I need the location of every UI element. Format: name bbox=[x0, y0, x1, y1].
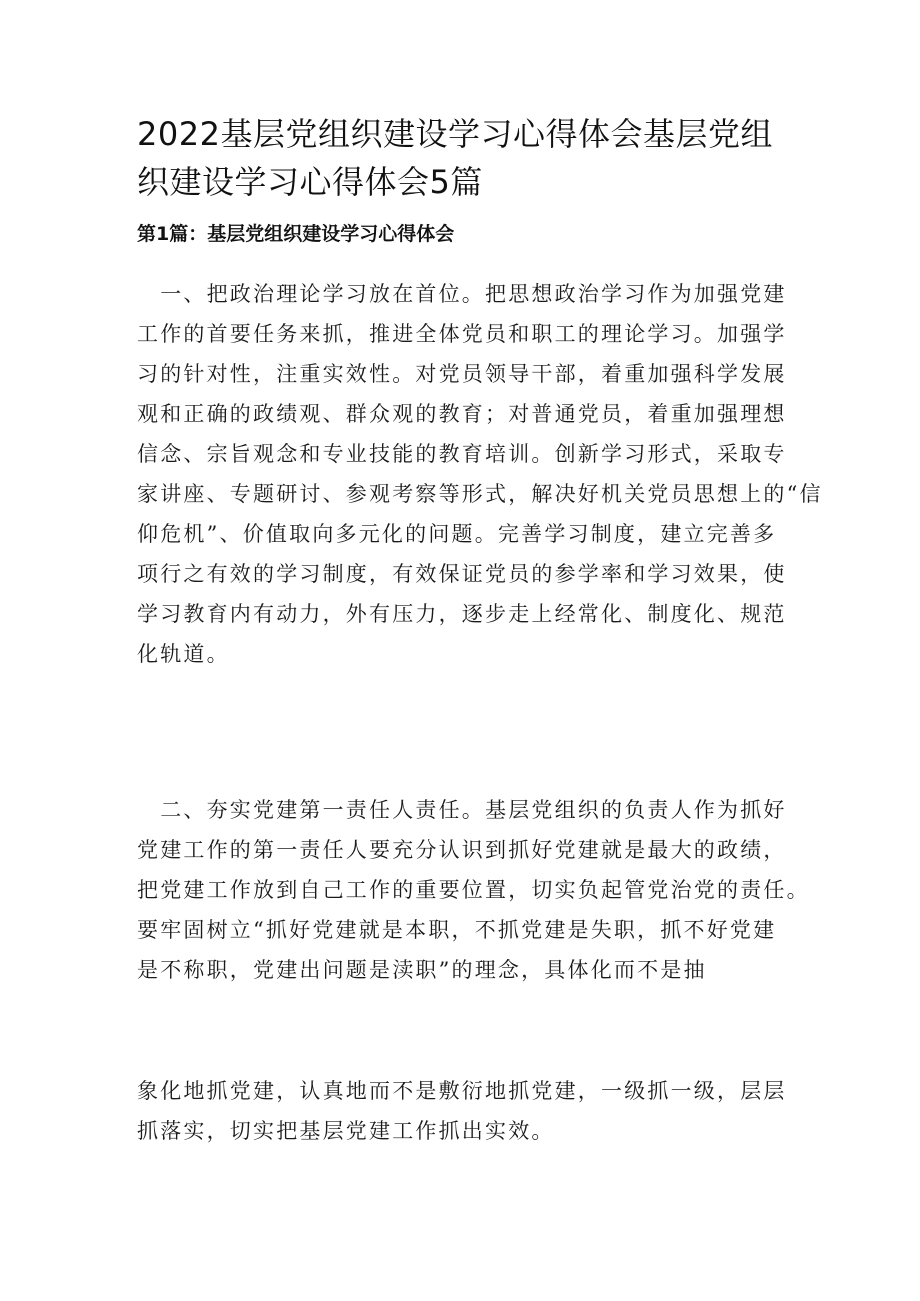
section-heading: 第1篇：基层党组织建设学习心得体会 bbox=[137, 223, 455, 245]
title-line: 织建设学习心得体会5篇 bbox=[137, 163, 483, 201]
title-line: 2022基层党组织建设学习心得体会基层党组 bbox=[137, 115, 773, 153]
paragraph-line: 项行之有效的学习制度，有效保证党员的参学率和学习效果，使 bbox=[137, 562, 787, 586]
paragraph-line: 象化地抓党建，认真地而不是敷衍地抓党建，一级抓一级，层层 bbox=[137, 1079, 787, 1103]
paragraph-line: 信念、宗旨观念和专业技能的教育培训。创新学习形式，采取专 bbox=[137, 442, 787, 466]
paragraph-line: 化轨道。 bbox=[137, 642, 230, 666]
paragraph-1 bbox=[137, 274, 823, 674]
document-title bbox=[137, 110, 817, 206]
paragraph-line: 二、夯实党建第一责任人责任。基层党组织的负责人作为抓好 bbox=[137, 798, 787, 822]
paragraph-line: 一、把政治理论学习放在首位。把思想政治学习作为加强党建 bbox=[137, 282, 787, 306]
paragraph-line: 观和正确的政绩观、群众观的教育；对普通党员，着重加强理想 bbox=[137, 402, 787, 426]
paragraph-line: 党建工作的第一责任人要充分认识到抓好党建就是最大的政绩， bbox=[137, 838, 787, 862]
paragraph-line: 习的针对性，注重实效性。对党员领导干部，着重加强科学发展 bbox=[137, 362, 787, 386]
paragraph-line: 家讲座、专题研讨、参观考察等形式，解决好机关党员思想上的“信 bbox=[137, 482, 823, 506]
paragraph-2 bbox=[137, 790, 810, 990]
paragraph-line: 抓落实，切实把基层党建工作抓出实效。 bbox=[137, 1119, 555, 1143]
paragraph-line: 是不称职，党建出问题是渎职”的理念，具体化而不是抽 bbox=[137, 958, 707, 982]
paragraph-line: 仰危机”、价值取向多元化的问题。完善学习制度，建立完善多 bbox=[137, 522, 777, 546]
paragraph-line: 学习教育内有动力，外有压力，逐步走上经常化、制度化、规范 bbox=[137, 602, 787, 626]
paragraph-line: 工作的首要任务来抓，推进全体党员和职工的理论学习。加强学 bbox=[137, 322, 787, 346]
paragraph-line: 要牢固树立“抓好党建就是本职，不抓党建是失职，抓不好党建 bbox=[137, 918, 777, 942]
paragraph-line: 把党建工作放到自己工作的重要位置，切实负起管党治党的责任。 bbox=[137, 878, 810, 902]
paragraph-3 bbox=[137, 1071, 797, 1151]
